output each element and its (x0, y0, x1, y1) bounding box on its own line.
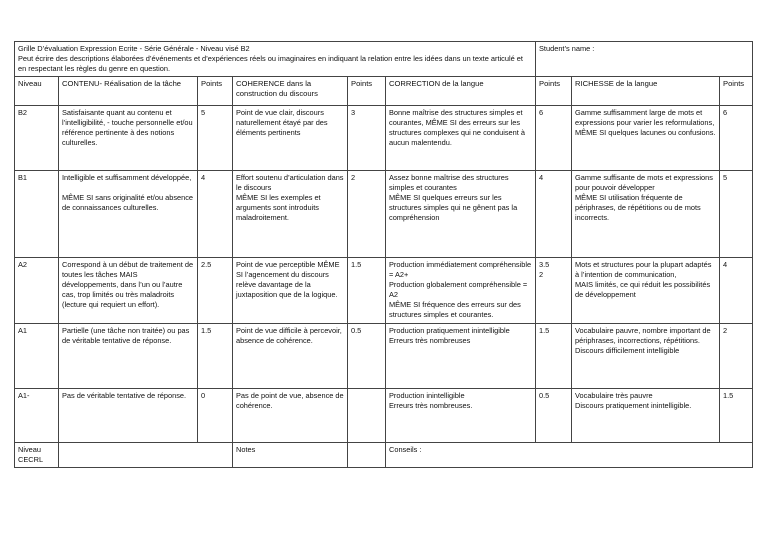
header-points-correction: Points (536, 76, 572, 105)
header-niveau: Niveau (15, 76, 59, 105)
points-cell (348, 388, 386, 442)
coherence-cell: Point de vue perceptible MÊME SI l’agencement du discours relève davantage de la juxtaposition que de la logique. (233, 257, 348, 323)
header-points-coherence: Points (348, 76, 386, 105)
footer-row (15, 442, 753, 467)
points-cell: 2 (348, 170, 386, 257)
header-points-richesse: Points (720, 76, 753, 105)
points-cell: 0.5 (536, 388, 572, 442)
contenu-cell: Partielle (une tâche non traitée) ou pas de véritable tentative de réponse. (59, 323, 198, 388)
contenu-cell: Pas de véritable tentative de réponse. (59, 388, 198, 442)
correction-cell: Bonne maîtrise des structures simples et courantes, MÊME SI des erreurs sur les structures complexes qui ne conduisent à aucun malentendu. (386, 105, 536, 170)
richesse-cell: Vocabulaire pauvre, nombre important de périphrases, incorrections, répétitions. Discours difficilement intelligible (572, 323, 720, 388)
points-cell: 1.5 (348, 257, 386, 323)
richesse-cell: Mots et structures pour la plupart adaptés à l’intention de communication, MAIS limités, ce qui réduit les possibilités de développement (572, 257, 720, 323)
niveau-cell: A1- (15, 388, 59, 442)
grid-title: Grille D’évaluation Expression Ecrite - Série Générale - Niveau visé B2 (18, 44, 250, 53)
niveau-cell: B1 (15, 170, 59, 257)
points-cell: 0.5 (348, 323, 386, 388)
student-name-label: Student’s name : (539, 44, 595, 53)
points-cell: 0 (198, 388, 233, 442)
header-points-contenu: Points (198, 76, 233, 105)
header-richesse: RICHESSE de la langue (572, 76, 720, 105)
points-cell: 4 (536, 170, 572, 257)
coherence-cell: Point de vue clair, discours naturellement étayé par des éléments pertinents (233, 105, 348, 170)
richesse-cell: Gamme suffisante de mots et expressions pour pouvoir développer MÊME SI utilisation fréquente de périphrases, de répétitions ou de mots incorrects. (572, 170, 720, 257)
row-b2 (15, 105, 753, 170)
row-b1 (15, 170, 753, 257)
conseils-label: Conseils : (386, 442, 753, 467)
correction-cell: Assez bonne maîtrise des structures simples et courantes MÊME SI quelques erreurs sur les structures simples qui ne gênent pas la compréhension (386, 170, 536, 257)
correction-cell: Production inintelligible Erreurs très nombreuses. (386, 388, 536, 442)
contenu-cell: Intelligible et suffisamment développée, MÊME SI sans originalité et/ou absence de connaissances culturelles. (59, 170, 198, 257)
points-cell: 3 (348, 105, 386, 170)
title-row (15, 42, 753, 77)
header-row (15, 76, 753, 105)
header-correction: CORRECTION de la langue (386, 76, 536, 105)
notes-label: Notes (233, 442, 348, 467)
points-cell: 6 (536, 105, 572, 170)
points-cell: 5 (198, 105, 233, 170)
coherence-cell: Point de vue difficile à percevoir, absence de cohérence. (233, 323, 348, 388)
points-cell: 4 (720, 257, 753, 323)
points-cell: 4 (198, 170, 233, 257)
header-contenu: CONTENU- Réalisation de la tâche (59, 76, 198, 105)
coherence-cell: Effort soutenu d’articulation dans le discours MÊME SI les exemples et arguments sont introduits maladroitement. (233, 170, 348, 257)
row-a2 (15, 257, 753, 323)
points-cell: 2.5 (198, 257, 233, 323)
points-cell: 3.5 2 (536, 257, 572, 323)
title-cell (15, 42, 536, 77)
correction-cell: Production immédiatement compréhensible = A2+ Production globalement compréhensible = A2 MÊME SI fréquence des erreurs sur des structures simples et courantes. (386, 257, 536, 323)
header-coherence: COHERENCE dans la construction du discours (233, 76, 348, 105)
notes-value (348, 442, 386, 467)
points-cell: 6 (720, 105, 753, 170)
niveau-cecrl-label: Niveau CECRL (15, 442, 59, 467)
points-cell: 5 (720, 170, 753, 257)
contenu-cell: Satisfaisante quant au contenu et l’intelligibilité, - touche personnelle et/ou référence pertinente à des notions culturelles. (59, 105, 198, 170)
niveau-cell: B2 (15, 105, 59, 170)
evaluation-grid (14, 41, 753, 468)
correction-cell: Production pratiquement inintelligible Erreurs très nombreuses (386, 323, 536, 388)
points-cell: 1.5 (720, 388, 753, 442)
coherence-cell: Pas de point de vue, absence de cohérence. (233, 388, 348, 442)
niveau-cecrl-value (59, 442, 233, 467)
points-cell: 1.5 (536, 323, 572, 388)
grid-description: Peut écrire des descriptions élaborées d’événements et d’expériences réels ou imaginaires en indiquant la relation entre les idées dans un texte articulé et en respectant les règles du genre en question. (18, 53, 523, 73)
points-cell: 1.5 (198, 323, 233, 388)
student-name-cell (536, 42, 753, 77)
row-a1 (15, 323, 753, 388)
contenu-cell: Correspond à un début de traitement de toutes les tâches MAIS développements, dans l’un ou l’autre cas, trop limités ou très maladroits (lecture qui requiert un effort). (59, 257, 198, 323)
richesse-cell: Gamme suffisamment large de mots et expressions pour varier les reformulations, MÊME SI quelques lacunes ou confusions. (572, 105, 720, 170)
points-cell: 2 (720, 323, 753, 388)
richesse-cell: Vocabulaire très pauvre Discours pratiquement inintelligible. (572, 388, 720, 442)
row-a1-minus (15, 388, 753, 442)
niveau-cell: A1 (15, 323, 59, 388)
niveau-cell: A2 (15, 257, 59, 323)
